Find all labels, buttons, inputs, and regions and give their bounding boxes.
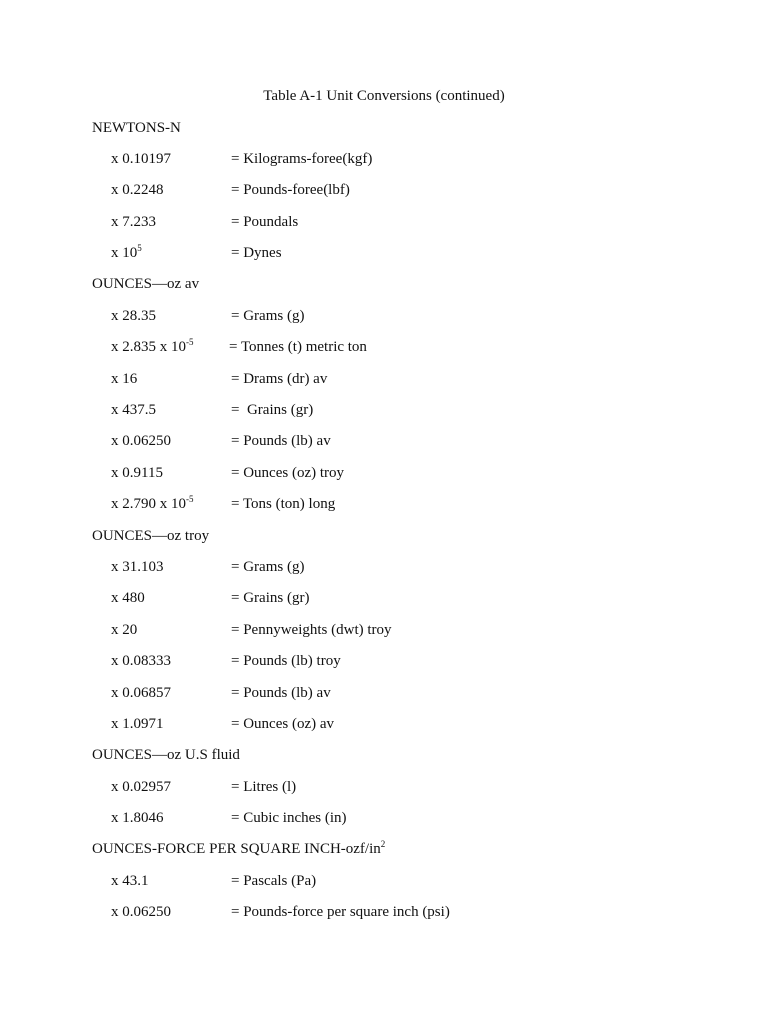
section-heading-exponent: 2 xyxy=(380,839,386,850)
conversion-unit: = Ounces (oz) av xyxy=(231,715,335,732)
page-title: Table A-1 Unit Conversions (continued) xyxy=(263,88,505,104)
conversion-factor: x 437.5 xyxy=(111,402,156,419)
conversion-factor: x 0.10197 xyxy=(111,150,171,167)
section-heading-ounces-av: OUNCES—oz av xyxy=(92,276,200,293)
conversion-unit: = Drams (dr) av xyxy=(231,370,328,387)
conversion-table xyxy=(92,119,732,935)
factor-exponent: -5 xyxy=(186,337,194,348)
conversion-unit: = Pounds (lb) av xyxy=(231,684,331,701)
conversion-row xyxy=(92,495,732,526)
conversion-factor: x 43.1 xyxy=(111,872,149,889)
conversion-row xyxy=(92,684,732,715)
conversion-row xyxy=(92,652,732,683)
conversion-row xyxy=(92,370,732,401)
conversion-row xyxy=(92,872,732,903)
conversion-row xyxy=(92,213,732,244)
conversion-factor: x 0.06250 xyxy=(111,433,171,450)
conversion-factor: x 31.103 xyxy=(111,558,164,575)
factor-base: x 10 xyxy=(111,245,138,262)
conversion-factor: x 1.0971 xyxy=(111,715,164,732)
conversion-factor xyxy=(111,244,142,262)
conversion-unit: = Pounds-foree(lbf) xyxy=(231,182,350,199)
conversion-factor xyxy=(111,495,194,513)
conversion-unit: = Dynes xyxy=(231,245,282,262)
conversion-factor: x 16 xyxy=(111,370,138,387)
conversion-unit: = Kilograms-foree(kgf) xyxy=(231,150,373,167)
factor-exponent: 5 xyxy=(137,243,142,254)
section-heading-newtons: NEWTONS-N xyxy=(92,119,181,136)
factor-exponent: -5 xyxy=(186,494,194,505)
conversion-row xyxy=(92,715,732,746)
factor-base: x 2.790 x 10 xyxy=(111,496,186,513)
conversion-factor: x 0.08333 xyxy=(111,653,171,670)
conversion-factor: x 20 xyxy=(111,621,138,638)
conversion-factor: x 0.06857 xyxy=(111,684,171,701)
conversion-unit: = Pounds-force per square inch (psi) xyxy=(231,904,450,921)
conversion-row xyxy=(92,558,732,589)
section-heading-ounces-troy: OUNCES—oz troy xyxy=(92,527,210,544)
conversion-row xyxy=(92,244,732,275)
conversion-factor: x 0.2248 xyxy=(111,182,164,199)
conversion-unit: = Tons (ton) long xyxy=(231,496,336,513)
conversion-unit: = Poundals xyxy=(231,213,299,230)
factor-base: x 2.835 x 10 xyxy=(111,339,186,356)
conversion-unit: = Grains (gr) xyxy=(231,590,310,607)
conversion-row xyxy=(92,338,732,369)
conversion-unit: = Pennyweights (dwt) troy xyxy=(231,621,392,638)
conversion-unit: = Tonnes (t) metric ton xyxy=(229,339,367,356)
conversion-row xyxy=(92,589,732,620)
conversion-factor: x 0.02957 xyxy=(111,778,171,795)
conversion-row xyxy=(92,809,732,840)
conversion-unit: = Cubic inches (in) xyxy=(231,810,347,827)
conversion-row xyxy=(92,150,732,181)
conversion-row xyxy=(92,903,732,934)
conversion-unit: = Grams (g) xyxy=(231,558,305,575)
conversion-factor: x 480 xyxy=(111,590,145,607)
conversion-row xyxy=(92,432,732,463)
conversion-row xyxy=(92,181,732,212)
conversion-row xyxy=(92,621,732,652)
section-heading-ounces-force-per-square-inch xyxy=(92,840,732,871)
conversion-unit: = Grains (gr) xyxy=(231,402,314,419)
conversion-factor: x 1.8046 xyxy=(111,810,164,827)
conversion-factor: x 0.9115 xyxy=(111,464,163,481)
conversion-factor: x 0.06250 xyxy=(111,904,171,921)
section-heading-ounces-us-fluid: OUNCES—oz U.S fluid xyxy=(92,747,240,764)
conversion-factor: x 7.233 xyxy=(111,213,156,230)
conversion-unit: = Grams (g) xyxy=(231,307,305,324)
conversion-unit: = Pounds (lb) troy xyxy=(231,653,341,670)
section-heading-text: OUNCES-FORCE PER SQUARE INCH-ozf/in xyxy=(92,841,381,858)
conversion-unit: = Litres (l) xyxy=(231,778,297,795)
conversion-unit: = Pascals (Pa) xyxy=(231,872,317,889)
conversion-factor: x 28.35 xyxy=(111,307,156,324)
conversion-row xyxy=(92,307,732,338)
conversion-unit: = Ounces (oz) troy xyxy=(231,464,345,481)
conversion-row xyxy=(92,401,732,432)
conversion-row xyxy=(92,778,732,809)
conversion-factor xyxy=(111,338,194,356)
conversion-unit: = Pounds (lb) av xyxy=(231,433,331,450)
conversion-row xyxy=(92,464,732,495)
